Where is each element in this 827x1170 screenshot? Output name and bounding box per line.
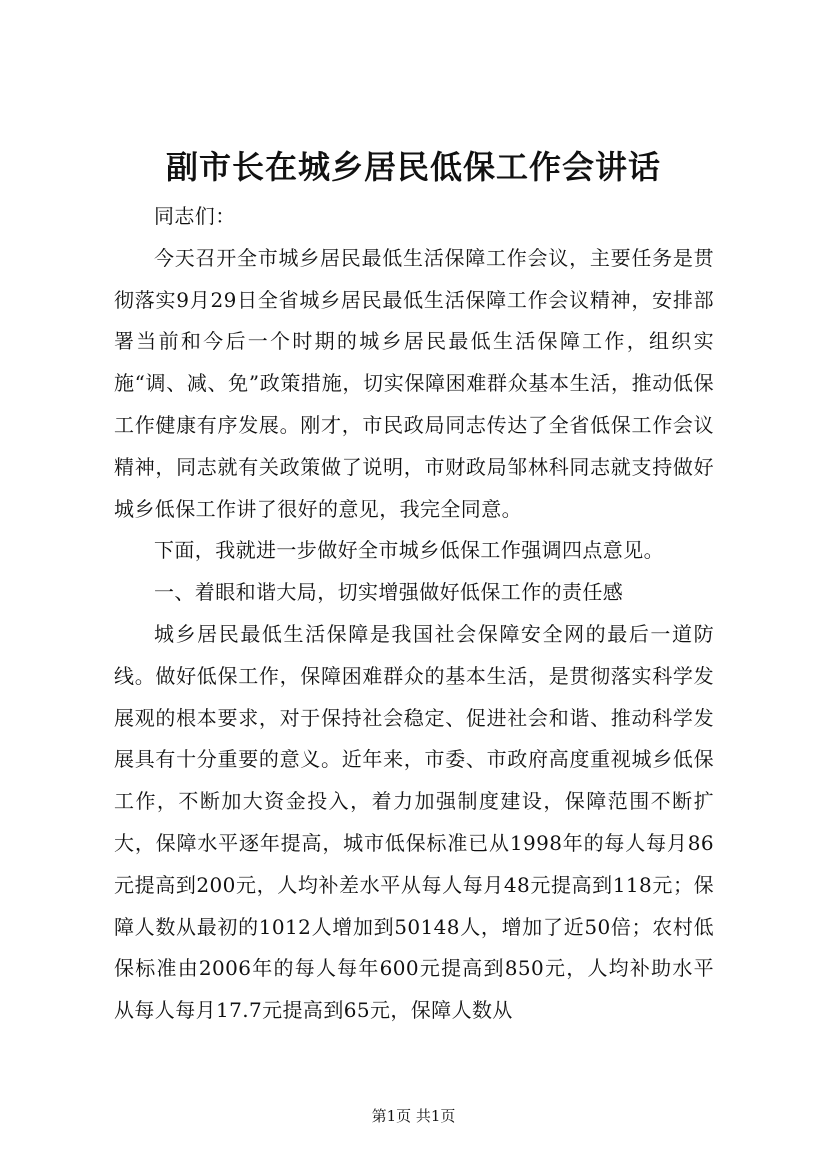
intro-paragraph: 今天召开全市城乡居民最低生活保障工作会议，主要任务是贯彻落实9月29日全省城乡居民最低生活保障工作会议精神，安排部署当前和今后一个时期的城乡居民最低生活保障工作，组织实施“调、减、免”政策措施，切实保障困难群众基本生活，推动低保工作健康有序发展。刚才，市民政局同志传达了全省低保工作会议精神，同志就有关政策做了说明，市财政局邹林科同志就支持做好城乡低保工作讲了很好的意见，我完全同意。 (114, 245, 714, 521)
document-title: 副市长在城乡居民低保工作会讲话 (165, 148, 661, 186)
section-1-paragraph: 城乡居民最低生活保障是我国社会保障安全网的最后一道防线。做好低保工作，保障困难群众的基本生活，是贯彻落实科学发展观的根本要求，对于保持社会稳定、促进社会和谐、推动科学发展具有十分重要的意义。近年来，市委、市政府高度重视城乡低保工作，不断加大资金投入，着力加强制度建设，保障范围不断扩大，保障水平逐年提高，城市低保标准已从1998年的每人每月86元提高到200元，人均补差水平从每人每月48元提高到118元；保障人数从最初的1012人增加到50148人，增加了近50倍；农村低保标准由2006年的每人每年600元提高到850元，人均补助水平从每人每月17.7元提高到65元，保障人数从 (114, 621, 714, 1023)
page-footer: 第1页 共1页 (371, 1107, 456, 1125)
document-body (114, 196, 714, 1032)
section-heading-1: 一、着眼和谐大局，切实增强做好低保工作的责任感 (154, 580, 624, 605)
salutation-paragraph: 同志们： (154, 204, 236, 228)
transition-paragraph: 下面，我就进一步做好全市城乡低保工作强调四点意见。 (154, 538, 664, 563)
